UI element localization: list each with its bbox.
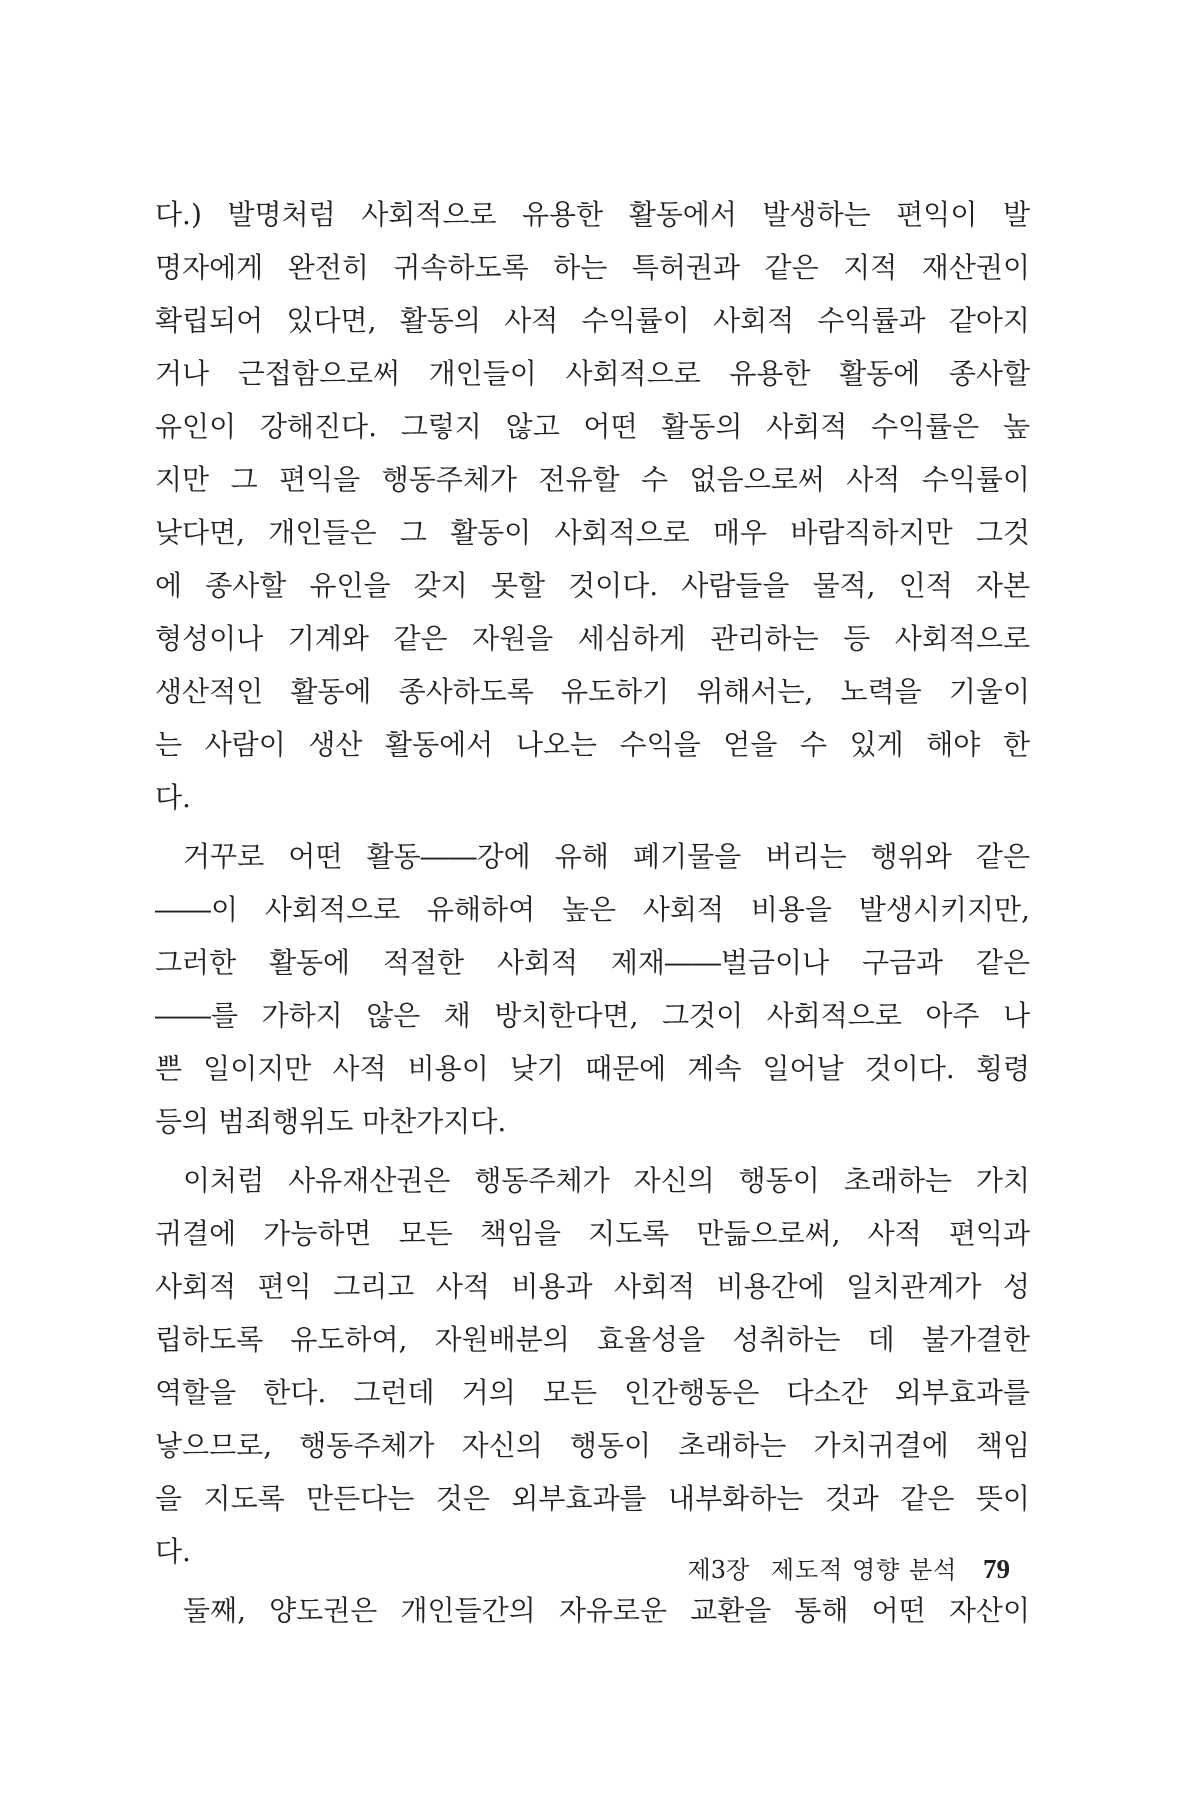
- text-line: 지만 그 편익을 행동주체가 전유할 수 없음으로써 사적 수익률이: [155, 463, 1030, 496]
- paragraph-first-line: 거꾸로 어떤 활동――강에 유해 폐기물을 버리는 행위와 같은: [183, 840, 1030, 873]
- paragraph-first-line: 이처럼 사유재산권은 행동주체가 자신의 행동이 초래하는 가치: [183, 1164, 1030, 1197]
- text-line: 쁜 일이지만 사적 비용이 낮기 때문에 계속 일어날 것이다. 횡령: [155, 1052, 1030, 1085]
- text-line: 그러한 활동에 적절한 사회적 제재――벌금이나 구금과 같은: [155, 946, 1030, 979]
- text-line: 생산적인 활동에 종사하도록 유도하기 위해서는, 노력을 기울이: [155, 675, 1030, 708]
- text-line: 확립되어 있다면, 활동의 사적 수익률이 사회적 수익률과 같아지: [155, 304, 1030, 337]
- paragraph-first-line: 둘째, 양도권은 개인들간의 자유로운 교환을 통해 어떤 자산이: [183, 1594, 1030, 1627]
- text-line: ――를 가하지 않은 채 방치한다면, 그것이 사회적으로 아주 나: [155, 999, 1030, 1032]
- text-line: 사회적 편익 그리고 사적 비용과 사회적 비용간에 일치관계가 성: [155, 1270, 1030, 1303]
- text-line: 형성이나 기계와 같은 자원을 세심하게 관리하는 등 사회적으로: [155, 622, 1030, 655]
- text-line: 다.: [155, 1535, 191, 1568]
- text-line: 는 사람이 생산 활동에서 나오는 수익을 얻을 수 있게 해야 한: [155, 728, 1030, 761]
- text-line: 다.) 발명처럼 사회적으로 유용한 활동에서 발생하는 편익이 발: [155, 198, 1030, 231]
- text-line: 유인이 강해진다. 그렇지 않고 어떤 활동의 사회적 수익률은 높: [155, 410, 1030, 443]
- footer-chapter-title: 제도적 영향 분석: [770, 1556, 958, 1584]
- text-line: 립하도록 유도하여, 자원배분의 효율성을 성취하는 데 불가결한: [155, 1323, 1030, 1356]
- body-text: [155, 188, 1030, 1637]
- footer-chapter: 제3장: [687, 1556, 750, 1584]
- page-number: 79: [983, 1554, 1010, 1584]
- text-line: 명자에게 완전히 귀속하도록 하는 특허권과 같은 지적 재산권이: [155, 251, 1030, 284]
- text-line: 다.: [155, 781, 191, 814]
- running-footer: [650, 1550, 1010, 1585]
- text-line: 을 지도록 만든다는 것은 외부효과를 내부화하는 것과 같은 뜻이: [155, 1482, 1030, 1515]
- text-line: 거나 근접함으로써 개인들이 사회적으로 유용한 활동에 종사할: [155, 357, 1030, 390]
- text-line: 역할을 한다. 그런데 거의 모든 인간행동은 다소간 외부효과를: [155, 1376, 1030, 1409]
- text-line: 낳으므로, 행동주체가 자신의 행동이 초래하는 가치귀결에 책임: [155, 1429, 1030, 1462]
- text-line: 등의 범죄행위도 마찬가지다.: [155, 1105, 507, 1138]
- text-line: 낮다면, 개인들은 그 활동이 사회적으로 매우 바람직하지만 그것: [155, 516, 1030, 549]
- text-line: ――이 사회적으로 유해하여 높은 사회적 비용을 발생시키지만,: [155, 893, 1030, 926]
- text-line: 귀결에 가능하면 모든 책임을 지도록 만듦으로써, 사적 편익과: [155, 1217, 1030, 1250]
- text-line: 에 종사할 유인을 갖지 못할 것이다. 사람들을 물적, 인적 자본: [155, 569, 1030, 602]
